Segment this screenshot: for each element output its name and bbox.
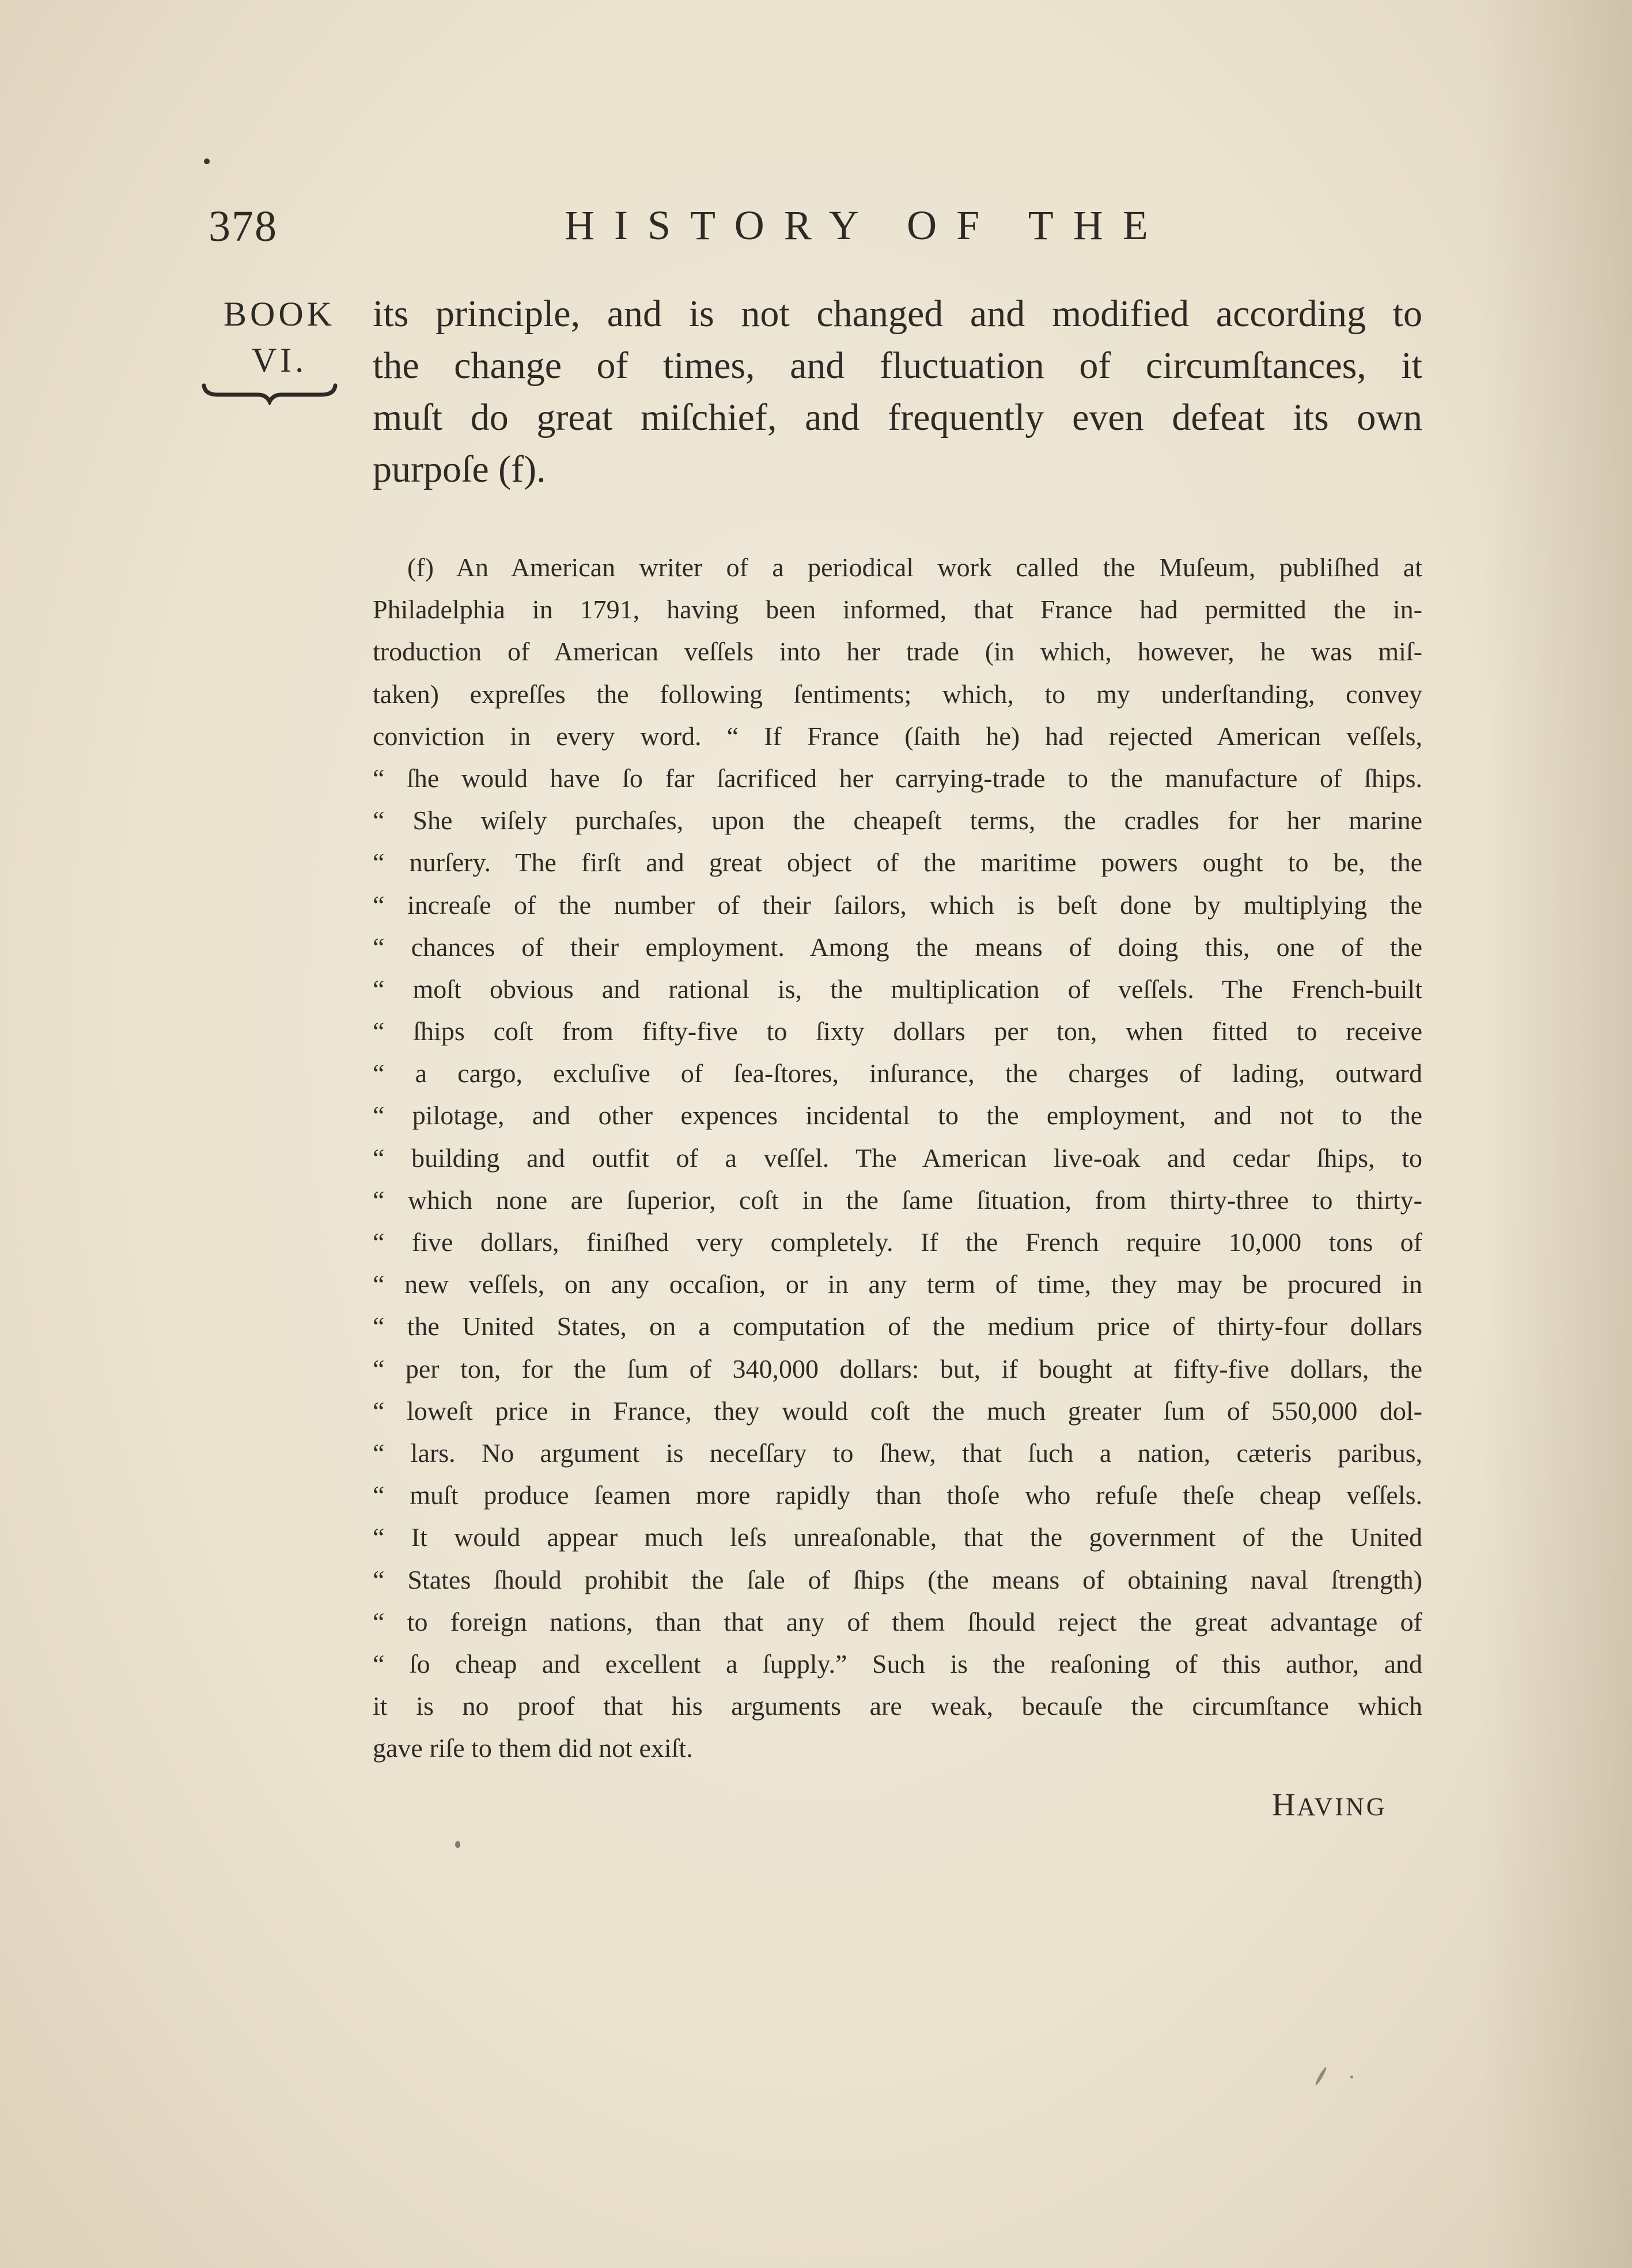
footnote-line: “ five dollars, finiſhed very completely. If the French require 10,000 tons of	[373, 1227, 1422, 1257]
footnote-line: “ per ton, for the ſum of 340,000 dollars: but, if bought at fifty-five dollars, the	[373, 1354, 1422, 1384]
footnote-line: “ building and outfit of a veſſel. The American live-oak and cedar ſhips, to	[373, 1143, 1422, 1173]
footnote-line: “ chances of their employment. Among the means of doing this, one of the	[373, 932, 1422, 962]
footnote-line: it is no proof that his arguments are weak, becauſe the circumſtance which	[373, 1691, 1422, 1721]
footnote-line: “ muſt produce ſeamen more rapidly than thoſe who refuſe theſe cheap veſſels.	[373, 1480, 1422, 1510]
footnote-line: “ which none are ſuperior, coſt in the ſame ſituation, from thirty-three to thirty-	[373, 1185, 1422, 1215]
footnote-line: “ a cargo, excluſive of ſea-ſtores, inſurance, the charges of lading, outward	[373, 1059, 1422, 1088]
footnote-line: “ increaſe of the number of their ſailors, which is beſt done by multiplying the	[373, 890, 1422, 920]
main-text-line: its principle, and is not changed and modified according to	[373, 293, 1422, 335]
footnote-line: “ lars. No argument is neceſſary to ſhew, that ſuch a nation, cæteris paribus,	[373, 1438, 1422, 1468]
page-number: 378	[209, 202, 278, 251]
margin-note	[207, 291, 351, 383]
footnote-line: Philadelphia in 1791, having been informed, that France had permitted the in-	[373, 595, 1422, 625]
footnote-line: taken) expreſſes the following ſentiments; which, to my underſtanding, convey	[373, 679, 1422, 709]
main-text	[373, 288, 1422, 496]
footnote-line: “ moſt obvious and rational is, the multiplication of veſſels. The French-built	[373, 974, 1422, 1004]
catch-word-initial: H	[1272, 1787, 1297, 1823]
ink-speck	[1314, 2066, 1327, 2086]
ink-speck	[204, 158, 210, 164]
footnote-line: “ pilotage, and other expences incidental to the employment, and not to the	[373, 1101, 1422, 1131]
margin-note-book: BOOK	[223, 295, 335, 333]
catch-word	[1272, 1786, 1387, 1823]
ink-speck	[455, 1841, 460, 1848]
main-text-line: the change of times, and fluctuation of circumſtances, it	[373, 345, 1422, 387]
footnote-line: “ nurſery. The firſt and great object of the maritime powers ought to be, the	[373, 848, 1422, 878]
running-head: HISTORY OF THE	[565, 202, 1168, 248]
page-shadow	[1482, 0, 1632, 2268]
footnote-line: “ ſo cheap and excellent a ſupply.” Such is the reaſoning of this author, and	[373, 1649, 1422, 1679]
footnote-line: “ to foreign nations, than that any of them ſhould reject the great advantage of	[373, 1606, 1422, 1636]
footnote-line: (f) An American writer of a periodical work called the Muſeum, publiſhed at	[407, 553, 1422, 582]
footnote	[373, 546, 1422, 1769]
footnote-line: conviction in every word. “ If France (ſaith he) had rejected American veſſels,	[373, 721, 1422, 751]
footnote-line: “ She wiſely purchaſes, upon the cheapeſt terms, the cradles for her marine	[373, 806, 1422, 836]
brace-ornament	[200, 382, 339, 405]
ink-speck	[1350, 2076, 1353, 2078]
main-text-line: muſt do great miſchief, and frequently even defeat its own	[373, 396, 1422, 439]
footnote-line: “ ſhips coſt from fifty-five to ſixty dollars per ton, when fitted to receive	[373, 1016, 1422, 1046]
footnote-line: “ It would appear much leſs unreaſonable, that the government of the United	[373, 1522, 1422, 1552]
main-text-line: purpoſe (f).	[373, 448, 546, 490]
margin-note-volume: VI.	[251, 341, 308, 379]
footnote-line: “ new veſſels, on any occaſion, or in any term of time, they may be procured in	[373, 1269, 1422, 1299]
footnote-line: “ the United States, on a computation of the medium price of thirty-four dollars	[373, 1311, 1422, 1341]
catch-word-rest: AVING	[1297, 1793, 1387, 1821]
footnote-line: troduction of American veſſels into her trade (in which, however, he was miſ-	[373, 637, 1422, 667]
footnote-line: “ ſhe would have ſo far ſacrificed her carrying-trade to the manufacture of ſhips.	[373, 763, 1422, 793]
footnote-line: gave riſe to them did not exiſt.	[373, 1733, 693, 1763]
footnote-line: “ loweſt price in France, they would coſt the much greater ſum of 550,000 dol-	[373, 1396, 1422, 1426]
footnote-line: “ States ſhould prohibit the ſale of ſhips (the means of obtaining naval ſtrength)	[373, 1564, 1422, 1594]
